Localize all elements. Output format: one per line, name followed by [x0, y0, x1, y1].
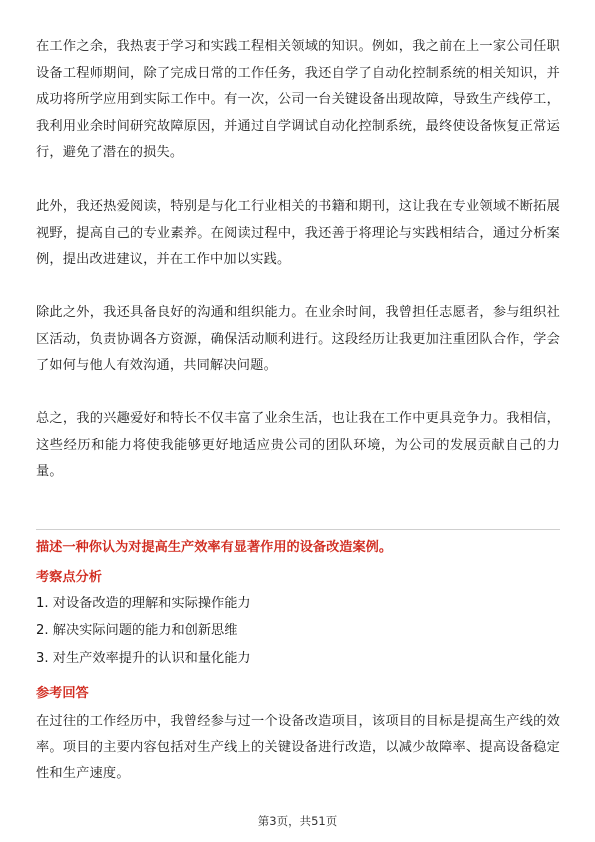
reference-title: 参考回答 — [36, 686, 89, 701]
analysis-item: 1. 对设备改造的理解和实际操作能力 — [36, 596, 251, 611]
reference-answer: 在过往的工作经历中，我曾经参与过一个设备改造项目，该项目的目标是提高生产线的效率。项目的主要内容包括对生产线上的关键设备进行改造，以减少故障率、提高设备稳定性和生产速度。 — [36, 714, 560, 781]
paragraph-communication: 除此之外，我还具备良好的沟通和组织能力。在业余时间，我曾担任志愿者，参与组织社区活动，负责协调各方资源，确保活动顺利进行。这段经历让我更加注重团队合作，学会了如何与他人有效沟通，共同解决问题。 — [36, 305, 560, 373]
analysis-title: 考察点分析 — [36, 570, 102, 585]
analysis-item: 3. 对生产效率提升的认识和量化能力 — [36, 651, 251, 666]
paragraph-summary: 总之，我的兴趣爱好和特长不仅丰富了业余生活，也让我在工作中更具竞争力。我相信，这些经历和能力将使我能够更好地适应贵公司的团队环境，为公司的发展贡献自己的力量。 — [36, 411, 560, 479]
paragraph-work-learning: 在工作之余，我热衷于学习和实践工程相关领域的知识。例如，我之前在上一家公司任职设备工程师期间，除了完成日常的工作任务，我还自学了自动化控制系统的相关知识，并成功将所学应用到实际工作中。有一次，公司一台关键设备出现故障，导致生产线停工，我利用业余时间研究故障原因，并通过自学调试自动化控制系统，最终使设备恢复正常运行，避免了潜在的损失。 — [36, 39, 560, 160]
section-divider — [36, 529, 560, 530]
interview-question: 描述一种你认为对提高生产效率有显著作用的设备改造案例。 — [36, 540, 393, 555]
analysis-item: 2. 解决实际问题的能力和创新思维 — [36, 623, 238, 638]
page-footer: 第3页，共51页 — [257, 814, 338, 828]
paragraph-reading: 此外，我还热爱阅读，特别是与化工行业相关的书籍和期刊，这让我在专业领域不断拓展视野，提高自己的专业素养。在阅读过程中，我还善于将理论与实践相结合，通过分析案例，提出改进建议，并在工作中加以实践。 — [36, 199, 560, 267]
